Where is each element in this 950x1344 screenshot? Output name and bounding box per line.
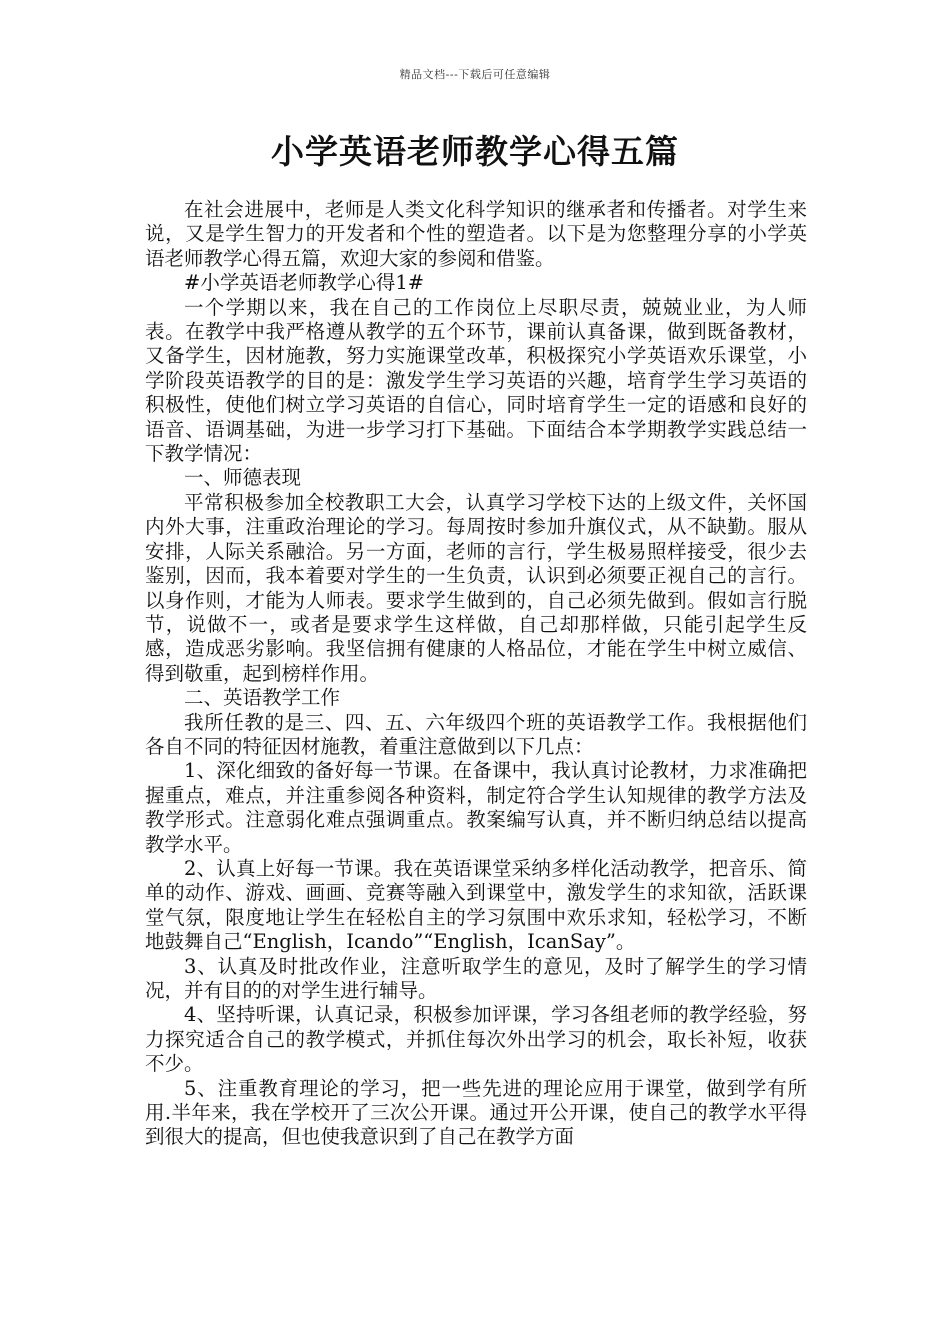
list-item: 2、认真上好每一节课。我在英语课堂采纳多样化活动教学，把音乐、简单的动作、游戏、画画、竞赛等融入到课堂中，激发学生的求知欲，活跃课堂气氛，限度地让学生在轻松自主的学习氛围中欢乐求知，轻松学习，不断地鼓舞自己“English，Icando”“English，IcanSay”。 [145, 856, 807, 954]
list-item: 3、认真及时批改作业，注意听取学生的意见，及时了解学生的学习情况，并有目的的对学生进行辅导。 [145, 954, 807, 1002]
body-paragraph: 平常积极参加全校教职工大会，认真学习学校下达的上级文件，关怀国内外大事，注重政治理论的学习。每周按时参加升旗仪式，从不缺勤。服从安排，人际关系融洽。另一方面，老师的言行，学生极易照样接受，很少去鉴别，因而，我本着要对学生的一生负责，认识到必须要正视自己的言行。以身作则，才能为人师表。要求学生做到的，自己必须先做到。假如言行脱节，说做不一，或者是要求学生这样做，自己却那样做，只能引起学生反感，造成恶劣影响。我坚信拥有健康的人格品位，才能在学生中树立威信、得到敬重，起到榜样作用。 [145, 490, 807, 685]
intro-paragraph: 在社会进展中，老师是人类文化科学知识的继承者和传播者。对学生来说，又是学生智力的开发者和个性的塑造者。以下是为您整理分享的小学英语老师教学心得五篇，欢迎大家的参阅和借鉴。 [145, 198, 807, 270]
body-paragraph: 一个学期以来，我在自己的工作岗位上尽职尽责，兢兢业业，为人师表。在教学中我严格遵从教学的五个环节，课前认真备课，做到既备教材，又备学生，因材施教，努力实施课堂改革，积极探究小学英语欢乐课堂，小学阶段英语教学的目的是：激发学生学习英语的兴趣，培育学生学习英语的积极性，使他们树立学习英语的自信心，同时培育学生一定的语感和良好的语音、语调基础，为进一步学习打下基础。下面结合本学期教学实践总结一下教学情况： [145, 295, 807, 466]
subsection-heading: 二、英语教学工作 [184, 686, 341, 710]
body-paragraph: 我所任教的是三、四、五、六年级四个班的英语教学工作。我根据他们各自不同的特征因材施教，着重注意做到以下几点： [145, 710, 807, 758]
list-item: 1、深化细致的备好每一节课。在备课中，我认真讨论教材，力求准确把握重点，难点，并注重参阅各种资料，制定符合学生认知规律的教学方法及教学形式。注意弱化难点强调重点。教案编写认真，并不断归纳总结以提高教学水平。 [145, 759, 807, 856]
subsection-heading: 一、师德表现 [184, 466, 302, 490]
list-item: 5、注重教育理论的学习，把一些先进的理论应用于课堂，做到学有所用.半年来，我在学校开了三次公开课。通过开公开课，使自己的教学水平得到很大的提高，但也使我意识到了自己在教学方面 [145, 1076, 807, 1149]
page-header: 精品文档---下载后可任意编辑 [399, 68, 551, 81]
document-body [145, 198, 807, 1150]
section-heading: #小学英语老师教学心得1# [184, 271, 425, 295]
document-title: 小学英语老师教学心得五篇 [271, 132, 679, 171]
list-item: 4、坚持听课，认真记录，积极参加评课，学习各组老师的教学经验，努力探究适合自己的教学模式，并抓住每次外出学习的机会，取长补短，收获不少。 [145, 1003, 807, 1076]
